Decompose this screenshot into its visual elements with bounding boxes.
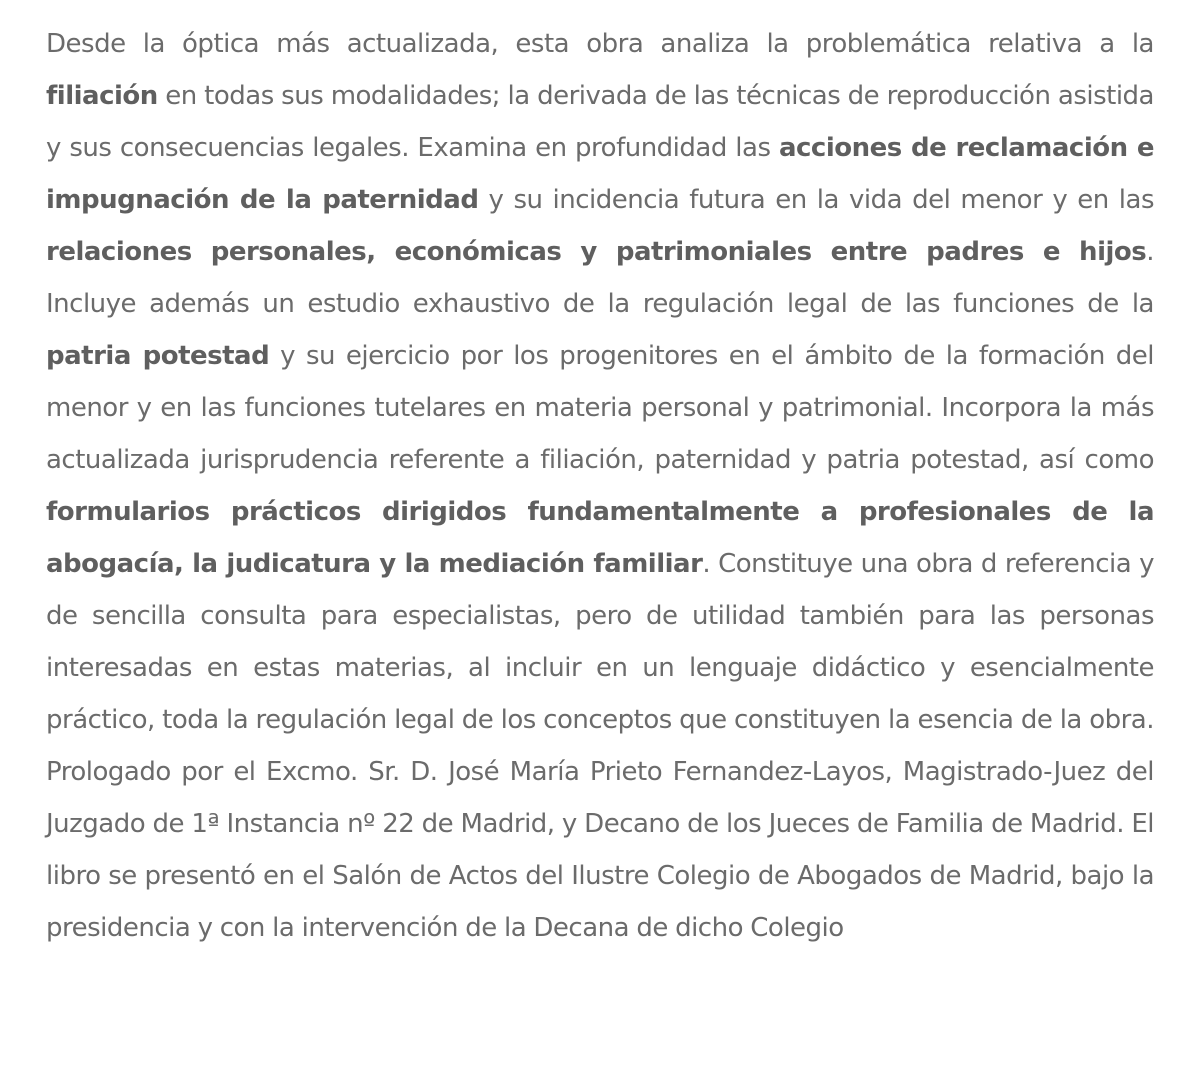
description-text: en todas sus modalidades; la derivada de las técnicas de reproducción asistida y sus consecuencias legales. Examina en profundidad las bbox=[46, 81, 1154, 163]
description-text: . Constituye una obra d referencia y de sencilla consulta para especialistas, pero de utilidad también para las personas interesadas en estas materias, al incluir en un lenguaje didáctico y esencialmente práctico, toda la regulación legal de los conceptos que constituyen la esencia de la obra. Prologado por el Excmo. Sr. D. José María Prieto Fernandez-Layos, Magistrado-Juez del Juzgado de 1ª Instancia nº 22 de Madrid, y Decano de los Jueces de Familia de Madrid. El libro se presentó en el Salón de Actos del Ilustre Colegio de Abogados de Madrid, bajo la presidencia y con la intervención de la Decana de dicho Colegio bbox=[46, 549, 1154, 943]
description-emphasis-acciones: acciones de reclamación e impugnación de la paternidad bbox=[46, 133, 1154, 215]
description-emphasis-relaciones: relaciones personales, económicas y patrimoniales entre padres e hijos bbox=[46, 237, 1147, 267]
description-text: y su incidencia futura en la vida del menor y en las bbox=[478, 185, 1155, 215]
description-text: . Incluye además un estudio exhaustivo de la regulación legal de las funciones de la bbox=[46, 237, 1154, 319]
description-emphasis-patria-potestad: patria potestad bbox=[46, 341, 270, 371]
description-emphasis-filiacion: filiación bbox=[46, 81, 158, 111]
book-description-paragraph bbox=[46, 18, 1154, 954]
description-text: Desde la óptica más actualizada, esta obra analiza la problemática relativa a la bbox=[46, 29, 1154, 59]
description-text: y su ejercicio por los progenitores en el ámbito de la formación del menor y en las funciones tutelares en materia personal y patrimonial. Incorpora la más actualizada jurisprudencia referente a filiación, paternidad y patria potestad, así como bbox=[46, 341, 1155, 475]
description-emphasis-formularios: formularios prácticos dirigidos fundamentalmente a profesionales de la abogacía, la judicatura y la mediación familiar bbox=[46, 497, 1154, 579]
